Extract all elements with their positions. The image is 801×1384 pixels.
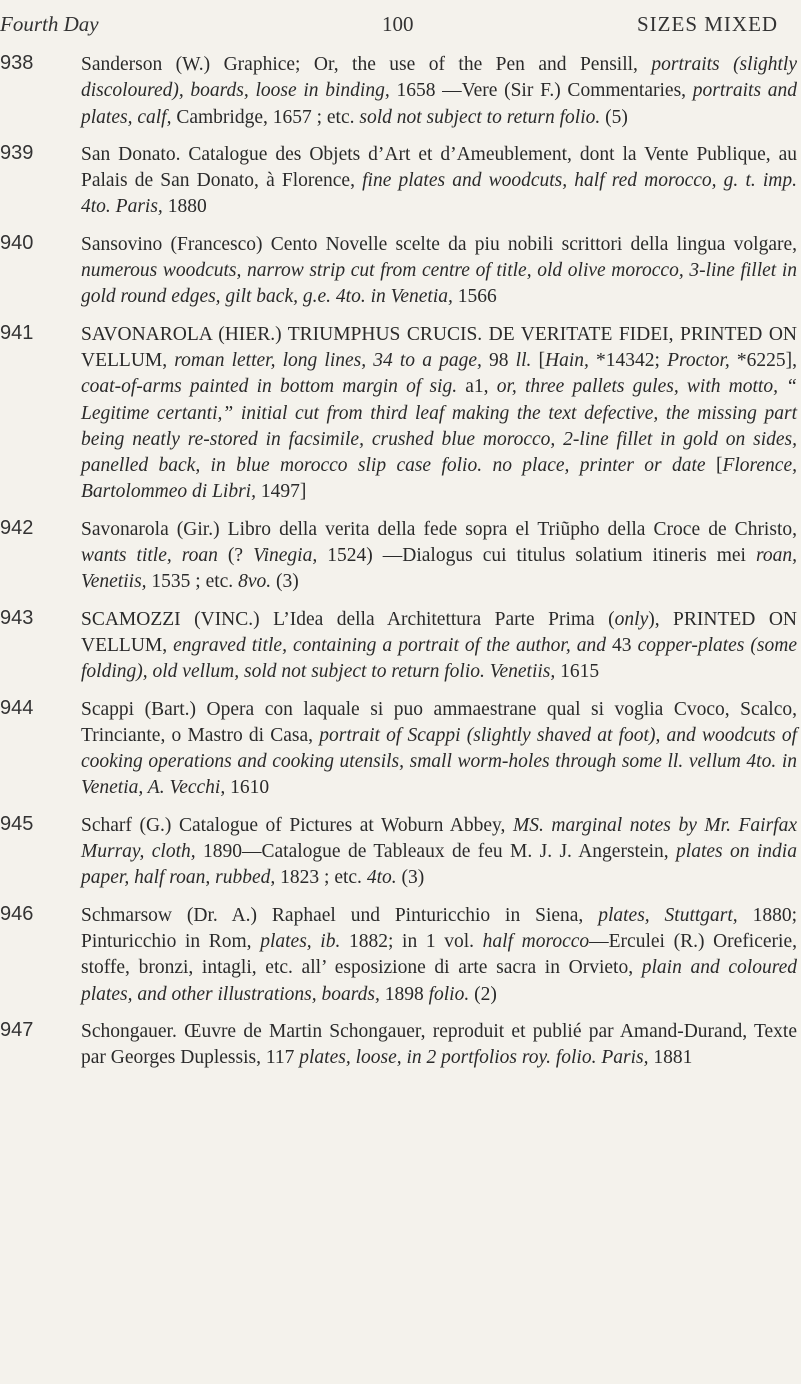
category-label: SIZES MIXED xyxy=(637,12,779,36)
lot-number: 938 xyxy=(0,52,34,74)
lot-description xyxy=(81,322,797,506)
lot-text-italic: copper-plates (some folding), old vellum, sold not subject to return folio. Venetiis, xyxy=(81,634,797,683)
lot-text-italic: coat-of-arms painted in bottom margin of sig. xyxy=(81,376,458,398)
lot-text: a1, xyxy=(457,376,497,398)
lot-entry xyxy=(0,517,801,596)
lot-text: 1880 xyxy=(162,196,207,218)
lot-text-italic: 8vo. xyxy=(238,571,272,593)
lot-text: 1566 xyxy=(452,286,497,308)
lot-text-italic: portraits (slightly discoloured), boards, loose in binding, xyxy=(81,54,797,102)
lot-description xyxy=(81,52,797,131)
lot-text: (2) xyxy=(469,983,497,1005)
lot-text-italic: plain and coloured plates, and other illustrations, boards, xyxy=(81,957,797,1005)
lot-text-italic: imp. 4to. Paris, xyxy=(81,170,798,218)
lot-text: *14342; xyxy=(588,349,668,371)
lot-text: Sanderson (W.) Graphice; Or, the use of the Pen and Pensill, xyxy=(81,54,652,75)
lot-description xyxy=(81,813,797,892)
lot-number: 941 xyxy=(0,321,34,344)
lot-text: 98 xyxy=(481,349,516,371)
lot-text-italic: plates on india paper, half roan, rubbed, xyxy=(81,841,797,889)
lot-text: [ xyxy=(531,349,546,371)
lot-text-italic: roan, Venetiis, xyxy=(81,545,797,593)
lot-text: 1882; in 1 vol. xyxy=(340,930,483,952)
lot-entry xyxy=(0,813,801,892)
lot-description xyxy=(81,232,797,311)
lot-description xyxy=(81,142,797,221)
section-title: Fourth Day xyxy=(0,12,99,36)
page-header xyxy=(0,12,801,42)
lot-text: Sansovino (Francesco) Cento Novelle scelte da piu nobili scrittori della lingua volgare, xyxy=(81,233,797,255)
lot-text: ), PRINTED ON VELLUM, xyxy=(81,608,797,656)
lot-text: Cambridge, 1657 ; etc. xyxy=(171,106,360,128)
lot-text: SAVONAROLA (HIER.) TRIUMPHUS CRUCIS. DE VERITATE FIDEI, PRINTED ON VELLUM, xyxy=(81,323,797,371)
lot-text: (3) xyxy=(396,867,425,889)
lot-entry xyxy=(0,1019,801,1072)
lot-text-italic: 4to. xyxy=(366,867,397,889)
lot-text: Schongauer. Œuvre de Martin Schongauer, reproduit et publié par Amand-Durand, Texte par Georges Duplessis, 117 xyxy=(81,1020,797,1069)
lot-description xyxy=(81,607,797,686)
lot-text: 1823 ; etc. xyxy=(275,867,367,889)
lot-number: 939 xyxy=(0,141,34,164)
lot-text-italic: Florence, Bartolommeo di Libri, xyxy=(81,455,797,503)
lot-entry xyxy=(0,52,801,131)
lot-text: 1890—Catalogue de Tableaux de feu M. J. J. Angerstein, xyxy=(195,841,677,863)
lot-entry xyxy=(0,322,801,506)
lot-text-italic: plates, loose, in 2 portfolios roy. folio. Paris, xyxy=(299,1047,649,1069)
lot-entry xyxy=(0,142,801,221)
lot-text: Scharf (G.) Catalogue of Pictures at Woburn Abbey, xyxy=(81,814,513,836)
lot-entry xyxy=(0,903,801,1008)
lot-text: 1497] xyxy=(255,481,307,503)
lot-text: Schmarsow (Dr. A.) Raphael und Pinturicchio in Siena, xyxy=(81,904,599,926)
lot-text: 1898 xyxy=(379,983,429,1005)
lot-text-italic: Hain, xyxy=(545,349,589,371)
lot-text-italic: Proctor, xyxy=(667,349,730,371)
page-number: 100 xyxy=(382,12,414,36)
lot-text: San Donato. Catalogue des Objets d’Art et d’Ameublement, dont la Vente Publique, au Palais de San Donato, à Florence, xyxy=(81,143,797,192)
lot-text-italic: roman letter, long lines, 34 to a page, xyxy=(174,349,482,371)
lot-text: 1880; Pinturicchio in Rom, xyxy=(81,904,797,952)
lot-description xyxy=(81,1019,797,1072)
lot-text-italic: MS. marginal notes by Mr. Fairfax Murray, cloth, xyxy=(81,814,797,863)
lot-text-italic: folio. xyxy=(428,983,470,1005)
lot-number: 942 xyxy=(0,516,34,539)
lot-text-italic: ll. xyxy=(515,349,532,371)
lot-text-italic: portraits and plates, calf, xyxy=(81,80,798,128)
lot-text-italic: wants title, roan xyxy=(81,545,218,567)
lot-text: 1535 ; etc. xyxy=(146,571,239,593)
lot-text: 1524) —Dialogus cui titulus solatium itineris mei xyxy=(317,545,756,567)
lot-number: 945 xyxy=(0,812,34,835)
lot-text: 43 xyxy=(605,634,638,656)
lot-text: (? xyxy=(217,545,254,567)
lot-text: 1658 —Vere (Sir F.) Commentaries, xyxy=(396,80,693,102)
lot-entry xyxy=(0,607,801,686)
lot-text: —Erculei (R.) Oreficerie, stoffe, bronzi, intagli, etc. all’ esposizione di arte sacra in Orvieto, xyxy=(81,930,797,979)
lot-number: 943 xyxy=(0,606,34,629)
lot-list xyxy=(0,52,801,1082)
lot-text: (5) xyxy=(600,106,628,128)
lot-number: 944 xyxy=(0,696,34,719)
lot-text: [ xyxy=(705,455,723,477)
lot-number: 947 xyxy=(0,1018,34,1041)
lot-text-italic: numerous woodcuts, narrow strip cut from centre of title, old olive morocco, 3-line fillet in gold round edges, gilt back, g.e. 4to. in Venetia, xyxy=(81,260,797,308)
lot-text: SCAMOZZI (VINC.) L’Idea della Architettura Parte Prima ( xyxy=(81,608,615,630)
lot-text-italic: Vinegia, xyxy=(253,545,318,567)
lot-entry xyxy=(0,232,801,311)
lot-text-italic: fine plates and woodcuts, half red morocco, g. t. xyxy=(362,170,756,192)
lot-text: Savonarola (Gir.) Libro della verita della fede sopra el Triũpho della Croce de Christo, xyxy=(81,518,797,540)
lot-entry xyxy=(0,697,801,802)
lot-text-italic: plates, ib. xyxy=(260,930,341,952)
lot-description xyxy=(81,903,797,1008)
lot-text-italic: or, three pallets gules, with motto, “ Legitime certanti,” initial cut from third leaf making the text defective, the missing part being neatly re-stored in facsimile, crushed blue morocco, 2-line fillet in gold on sides, panelled back, in blue morocco slip case folio. no place, printer or date xyxy=(81,376,797,477)
lot-text: Scappi (Bart.) Opera con laquale si puo ammaestrane qual si voglia Cvoco, Scalco, Trinciante, o Mastro di Casa, xyxy=(81,698,797,746)
lot-number: 946 xyxy=(0,902,34,925)
lot-text: (3) xyxy=(271,571,299,593)
lot-text xyxy=(756,170,763,191)
lot-number: 940 xyxy=(0,231,34,254)
lot-text-italic: engraved title, containing a portrait of the author, and xyxy=(173,634,606,656)
lot-text: 1615 xyxy=(555,661,600,683)
lot-text-italic: sold not subject to return folio. xyxy=(359,106,601,128)
lot-text: 1610 xyxy=(225,777,270,799)
lot-text: 1881 xyxy=(648,1047,693,1069)
lot-description xyxy=(81,697,797,802)
lot-text-italic: half morocco xyxy=(482,930,590,952)
lot-text: *6225], xyxy=(729,349,798,371)
lot-text-italic: portrait of Scappi (slightly shaved at foot), and woodcuts of cooking operations and cooking utensils, small worm-holes through some ll. vellum 4to. in Venetia, A. Vecchi, xyxy=(81,724,797,799)
lot-text-italic: plates, Stuttgart, xyxy=(598,904,738,926)
lot-text-italic: only xyxy=(614,608,649,630)
lot-description xyxy=(81,517,797,596)
